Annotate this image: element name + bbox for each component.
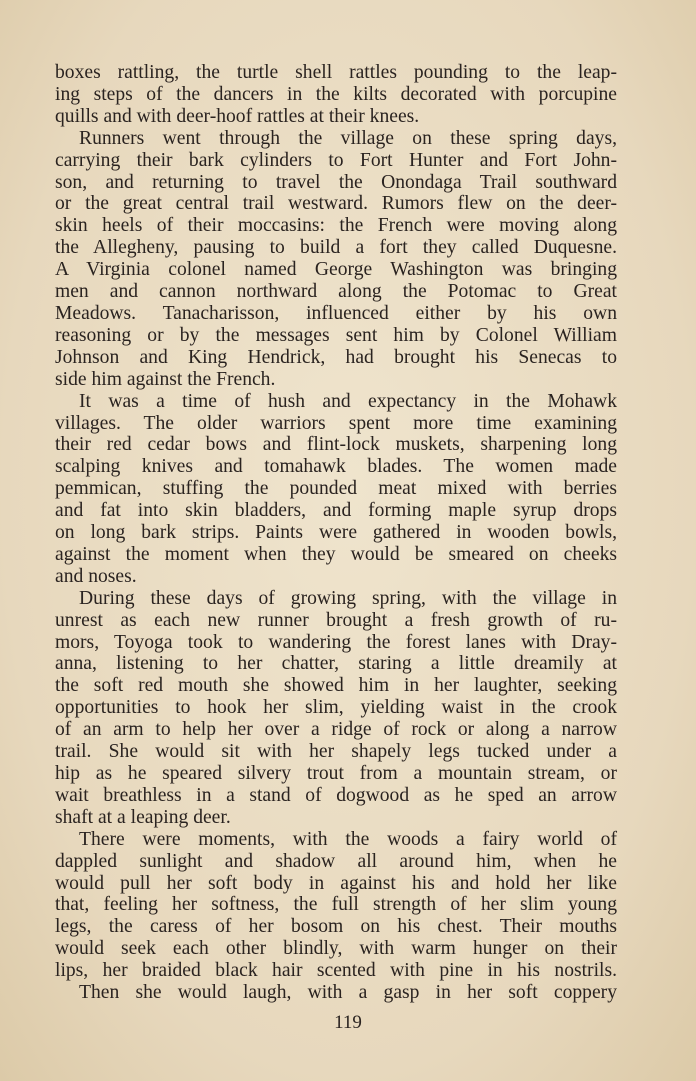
text-line: of an arm to help her over a ridge of rock or along a narrow [55,719,617,741]
text-line: wait breathless in a stand of dogwood as he sped an arrow [55,784,617,806]
text-line: There were moments, with the woods a fairy world of [79,828,617,850]
paragraph [55,62,617,128]
text-line: A Virginia colonel named George Washington was bringing [55,259,617,281]
text-line: villages. The older warriors spent more time examining [55,412,617,434]
text-line: reasoning or by the messages sent him by Colonel William [55,324,617,346]
text-line: would pull her soft body in against his and hold her like [55,872,617,894]
text-line: Runners went through the village on these spring days, [79,127,617,149]
text-line: Then she would laugh, with a gasp in her soft coppery [79,982,617,1004]
text-line: against the moment when they would be smeared on cheeks [55,543,617,565]
text-line: the soft red mouth she showed him in her laughter, seeking [55,675,617,697]
text-line: pemmican, stuffing the pounded meat mixed with berries [55,478,617,500]
text-line: that, feeling her softness, the full strength of her slim young [55,894,617,916]
text-line: their red cedar bows and flint-lock muskets, sharpening long [55,434,617,456]
paragraph [55,128,617,391]
text-line: legs, the caress of her bosom on his chest. Their mouths [55,916,617,938]
text-line: hip as he speared silvery trout from a mountain stream, or [55,763,617,784]
text-line: skin heels of their moccasins: the French were moving along [55,215,617,237]
text-line: scalping knives and tomahawk blades. The women made [55,456,617,478]
text-line: anna, listening to her chatter, staring a little dreamily at [55,653,617,675]
book-page-text [55,62,617,1004]
text-line: or the great central trail westward. Rumors flew on the deer- [55,193,617,215]
text-line: lips, her braided black hair scented with pine in his nostrils. [55,960,617,982]
text-line: Meadows. Tanacharisson, influenced either by his own [55,302,617,324]
text-line: on long bark strips. Paints were gathered in wooden bowls, [55,522,617,544]
paragraph [55,588,617,829]
text-line: unrest as each new runner brought a fresh growth of ru- [55,609,617,631]
text-line: would seek each other blindly, with warm hunger on their [55,938,617,960]
text-line: opportunities to hook her slim, yielding waist in the crook [55,697,617,719]
text-line: carrying their bark cylinders to Fort Hunter and Fort John- [55,149,617,171]
text-line: men and cannon northward along the Potomac to Great [55,281,617,303]
text-line: and noses. [55,565,137,587]
paragraph [55,829,617,982]
paragraph [55,982,617,1004]
text-line: side him against the French. [55,368,276,390]
text-line: son, and returning to travel the Onondaga Trail southward [55,171,617,193]
text-line: trail. She would sit with her shapely legs tucked under a [55,741,617,763]
text-line: the Allegheny, pausing to build a fort they called Duquesne. [55,237,617,259]
text-line: shaft at a leaping deer. [55,806,231,828]
text-line: Johnson and King Hendrick, had brought his Senecas to [55,346,617,368]
text-line: and fat into skin bladders, and forming maple syrup drops [55,500,617,522]
text-line: ing steps of the dancers in the kilts decorated with porcupine [55,83,617,105]
text-line: boxes rattling, the turtle shell rattles pounding to the leap- [55,62,617,83]
text-line: It was a time of hush and expectancy in the Mohawk [79,390,617,412]
page-number: 119 [334,1012,362,1033]
paragraph [55,391,617,588]
text-line: dappled sunlight and shadow all around him, when he [55,850,617,872]
text-line: quills and with deer-hoof rattles at their knees. [55,105,420,127]
text-line: During these days of growing spring, with the village in [79,587,617,609]
text-line: mors, Toyoga took to wandering the forest lanes with Dray- [55,631,617,653]
